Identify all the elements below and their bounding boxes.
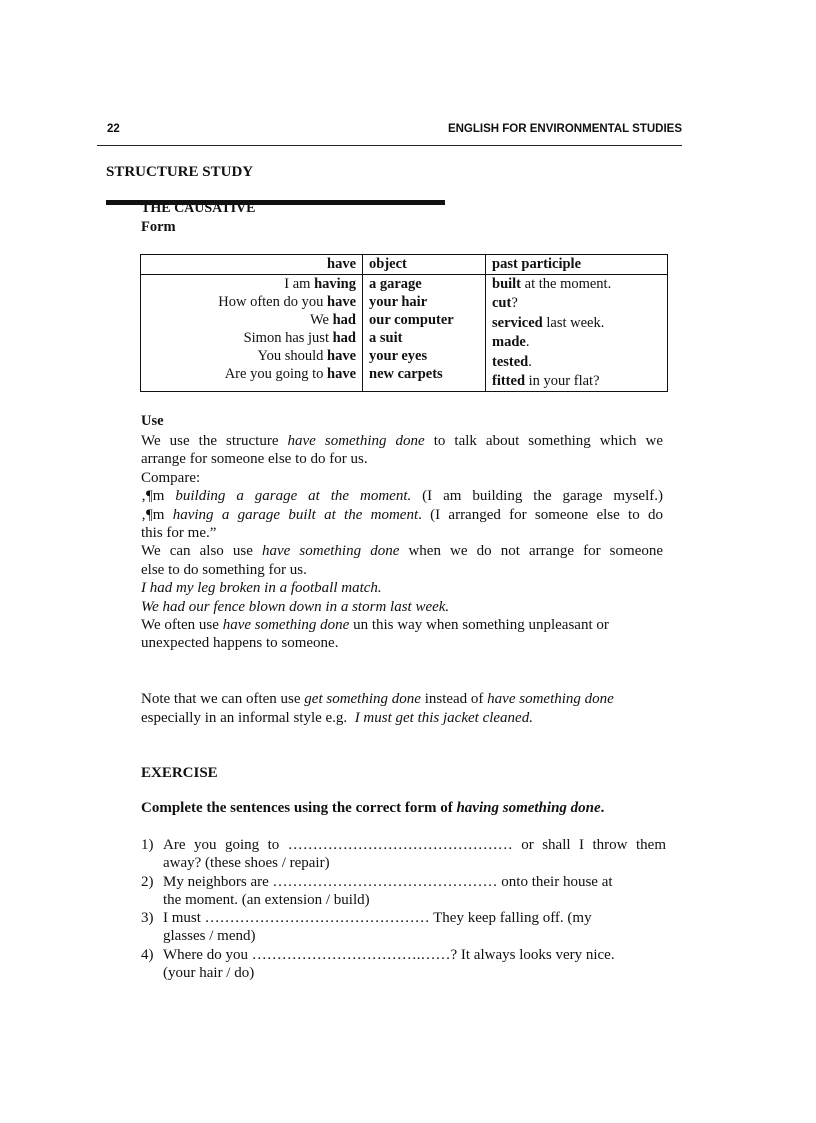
note-paragraph bbox=[141, 690, 663, 728]
object-cell: our computer bbox=[369, 312, 454, 328]
exercise-item-number: 3) bbox=[141, 910, 154, 927]
exercise-instruction: Complete the sentences using the correct form of having something done. bbox=[141, 800, 605, 816]
exercise-item-number: 4) bbox=[141, 946, 154, 963]
exercise-item-text: (your hair / do) bbox=[163, 965, 255, 982]
have-cell: You should have bbox=[257, 348, 356, 364]
object-cell: a garage bbox=[369, 276, 422, 292]
use-heading: Use bbox=[141, 413, 164, 429]
use-line: ‚¶m building a garage at the moment. (I am building the garage myself.) bbox=[141, 488, 663, 505]
use-line: unexpected happens to someone. bbox=[141, 635, 339, 652]
use-paragraphs bbox=[141, 432, 663, 653]
table-body-row bbox=[141, 275, 668, 392]
use-example-sentence: I had my leg broken in a football match. bbox=[141, 580, 382, 597]
have-cell: Are you going to have bbox=[224, 366, 356, 382]
have-cell: How often do you have bbox=[218, 294, 356, 310]
object-cell: a suit bbox=[369, 330, 403, 346]
exercise-item-text: away? (these shoes / repair) bbox=[163, 855, 330, 872]
exercise-item-number: 1) bbox=[141, 837, 154, 853]
use-line: this for me.” bbox=[141, 525, 217, 542]
past-participle-column bbox=[486, 275, 668, 392]
object-cell: new carpets bbox=[369, 366, 443, 382]
note-line: Note that we can often use get something done instead of have something done bbox=[141, 691, 614, 707]
participle-cell: built at the moment. bbox=[492, 276, 612, 292]
use-line: arrange for someone else to do for us. bbox=[141, 451, 368, 468]
running-header-title: ENGLISH FOR ENVIRONMENTAL STUDIES bbox=[447, 123, 682, 135]
causative-form-table bbox=[140, 254, 668, 392]
exercise-item-text: glasses / mend) bbox=[163, 928, 256, 945]
exercise-item bbox=[141, 836, 666, 873]
use-line: We often use have something done un this way when something unpleasant or bbox=[141, 617, 609, 634]
use-line: else to do something for us. bbox=[141, 561, 307, 578]
exercise-item-text: Where do you …………………………….……? It always looks very nice. bbox=[163, 946, 615, 963]
have-cell: We had bbox=[310, 312, 356, 328]
participle-cell: cut? bbox=[492, 295, 518, 312]
use-example-sentence: We had our fence blown down in a storm last week. bbox=[141, 598, 450, 615]
have-cell: Simon has just had bbox=[243, 330, 356, 346]
section-title: STRUCTURE STUDY bbox=[106, 164, 254, 180]
object-column bbox=[363, 275, 486, 392]
column-header-past-participle: past participle bbox=[486, 255, 668, 275]
use-line: Compare: bbox=[141, 469, 201, 486]
exercise-item bbox=[141, 909, 666, 946]
exercise-item-text: My neighbors are ……………………………………… onto their house at bbox=[163, 873, 613, 890]
exercise-list bbox=[141, 836, 666, 982]
object-cell: your hair bbox=[369, 294, 428, 310]
participle-cell: serviced last week. bbox=[492, 314, 605, 331]
form-label: Form bbox=[141, 219, 176, 235]
participle-cell: made. bbox=[492, 334, 530, 351]
exercise-item-text: the moment. (an extension / build) bbox=[163, 891, 370, 908]
have-cell: I am having bbox=[284, 276, 356, 292]
use-line: We can also use have something done when we do not arrange for someone bbox=[141, 543, 664, 560]
use-line: ‚¶m having a garage built at the moment. (I arranged for someone else to do bbox=[141, 506, 663, 523]
exercise-item-number: 2) bbox=[141, 873, 154, 890]
header-rule bbox=[97, 145, 682, 146]
page-number: 22 bbox=[107, 123, 120, 135]
column-header-object: object bbox=[363, 255, 486, 275]
exercise-item-text: Are you going to ……………………………………… or shall I throw them bbox=[163, 837, 666, 853]
table-header-row bbox=[141, 255, 668, 275]
participle-cell: tested. bbox=[492, 353, 532, 370]
note-line: especially in an informal style e.g. I must get this jacket cleaned. bbox=[141, 710, 533, 726]
exercise-item bbox=[141, 946, 666, 983]
participle-cell: fitted in your flat? bbox=[492, 373, 600, 390]
subsection-title: THE CAUSATIVE bbox=[141, 201, 256, 216]
exercise-heading: EXERCISE bbox=[141, 765, 218, 781]
object-cell: your eyes bbox=[369, 348, 428, 364]
column-header-have: have bbox=[141, 255, 363, 275]
exercise-item bbox=[141, 873, 666, 910]
use-line: We use the structure have something done to talk about something which we bbox=[141, 433, 663, 449]
exercise-item-text: I must ……………………………………… They keep falling off. (my bbox=[163, 910, 592, 927]
have-column bbox=[141, 275, 363, 392]
